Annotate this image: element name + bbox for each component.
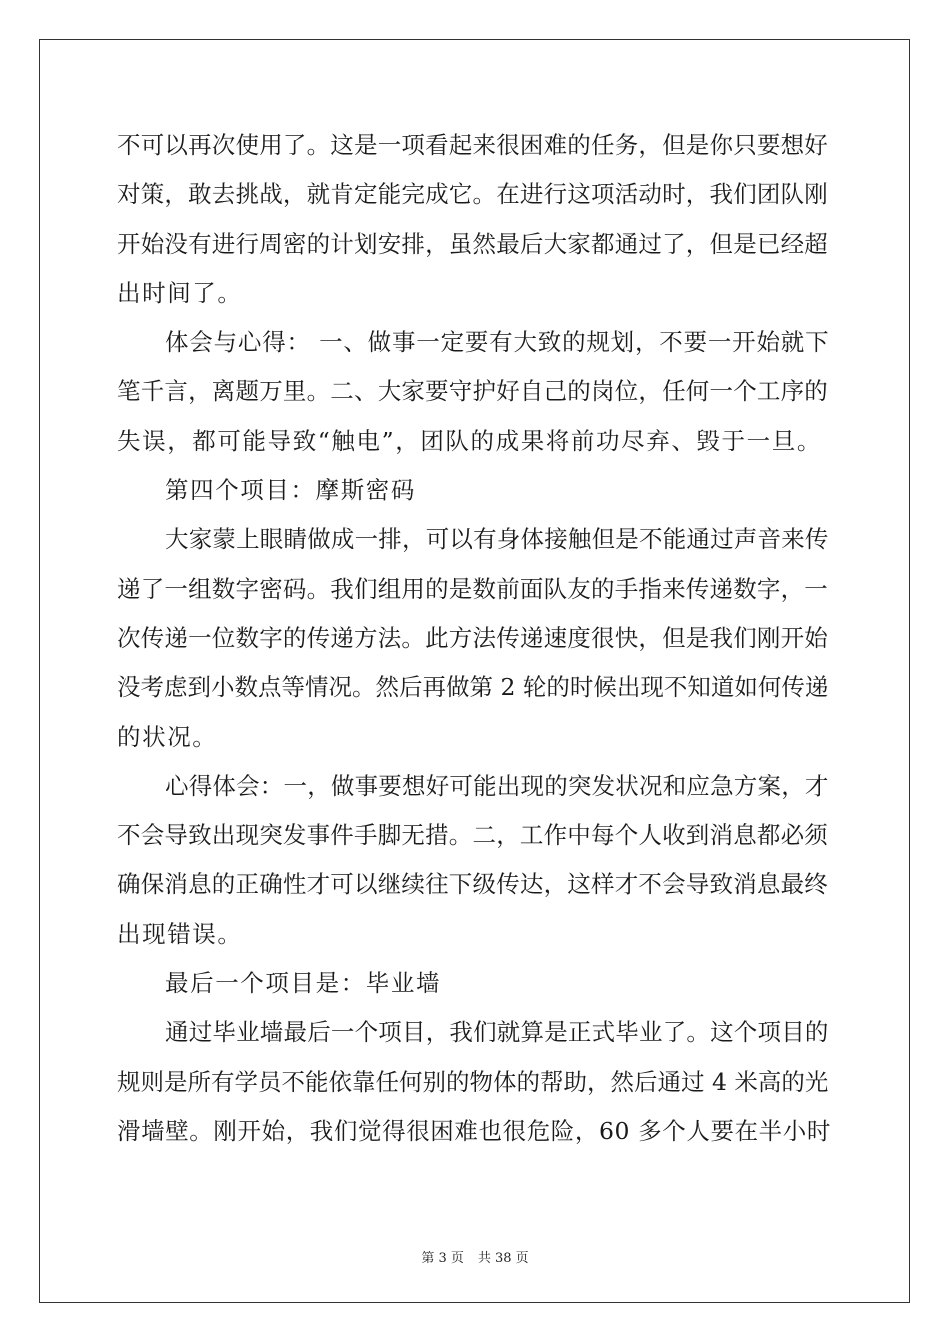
text-line: 不可以再次使用了。这是一项看起来很困难的任务，但是你只要想好 <box>117 131 828 159</box>
text-line: 大家蒙上眼睛做成一排，可以有身体接触但是不能通过声音来传 <box>165 525 829 554</box>
text-line: 通过毕业墙最后一个项目，我们就算是正式毕业了。这个项目的 <box>165 1018 829 1047</box>
text-line: 确保消息的正确性才可以继续往下级传达，这样才不会导致消息最终 <box>117 870 828 899</box>
text-line: 滑墙壁。刚开始，我们觉得很困难也很危险，60 多个人要在半小时 <box>117 1116 831 1145</box>
text-line: 对策，敢去挑战，就肯定能完成它。在进行这项活动时，我们团队刚 <box>117 180 828 209</box>
text-line: 的状况。 <box>117 722 218 751</box>
page-total: 共 38 页 <box>477 1251 529 1266</box>
page-footer <box>0 1247 950 1266</box>
text-line: 规则是所有学员不能依靠任何别的物体的帮助，然后通过 4 米高的光 <box>117 1067 829 1096</box>
text-line: 没考虑到小数点等情况。然后再做第 2 轮的时候出现不知道如何传递 <box>117 673 829 702</box>
text-line: 出时间了。 <box>117 278 243 307</box>
text-line: 出现错误。 <box>117 919 243 948</box>
text-line: 笔千言，离题万里。二、大家要守护好自己的岗位，任何一个工序的 <box>117 377 828 406</box>
text-line: 心得体会：一，做事要想好可能出现的突发状况和应急方案，才 <box>165 771 829 800</box>
document-body <box>117 121 833 1156</box>
text-line: 次传递一位数字的传递方法。此方法传递速度很快，但是我们刚开始 <box>117 623 828 652</box>
text-line: 最后一个项目是：毕业墙 <box>165 969 442 998</box>
text-line: 开始没有进行周密的计划安排，虽然最后大家都通过了，但是已经超 <box>117 229 828 258</box>
text-line: 递了一组数字密码。我们组用的是数前面队友的手指来传递数字，一 <box>117 574 828 603</box>
text-line: 失误，都可能导致“触电”，团队的成果将前功尽弃、毁于一旦。 <box>117 426 822 455</box>
text-line: 不会导致出现突发事件手脚无措。二，工作中每个人收到消息都必须 <box>117 821 828 850</box>
text-line: 体会与心得： 一、做事一定要有大致的规划，不要一开始就下 <box>165 328 830 357</box>
page-number: 第 3 页 <box>421 1251 464 1266</box>
text-line: 第四个项目：摩斯密码 <box>165 476 416 505</box>
